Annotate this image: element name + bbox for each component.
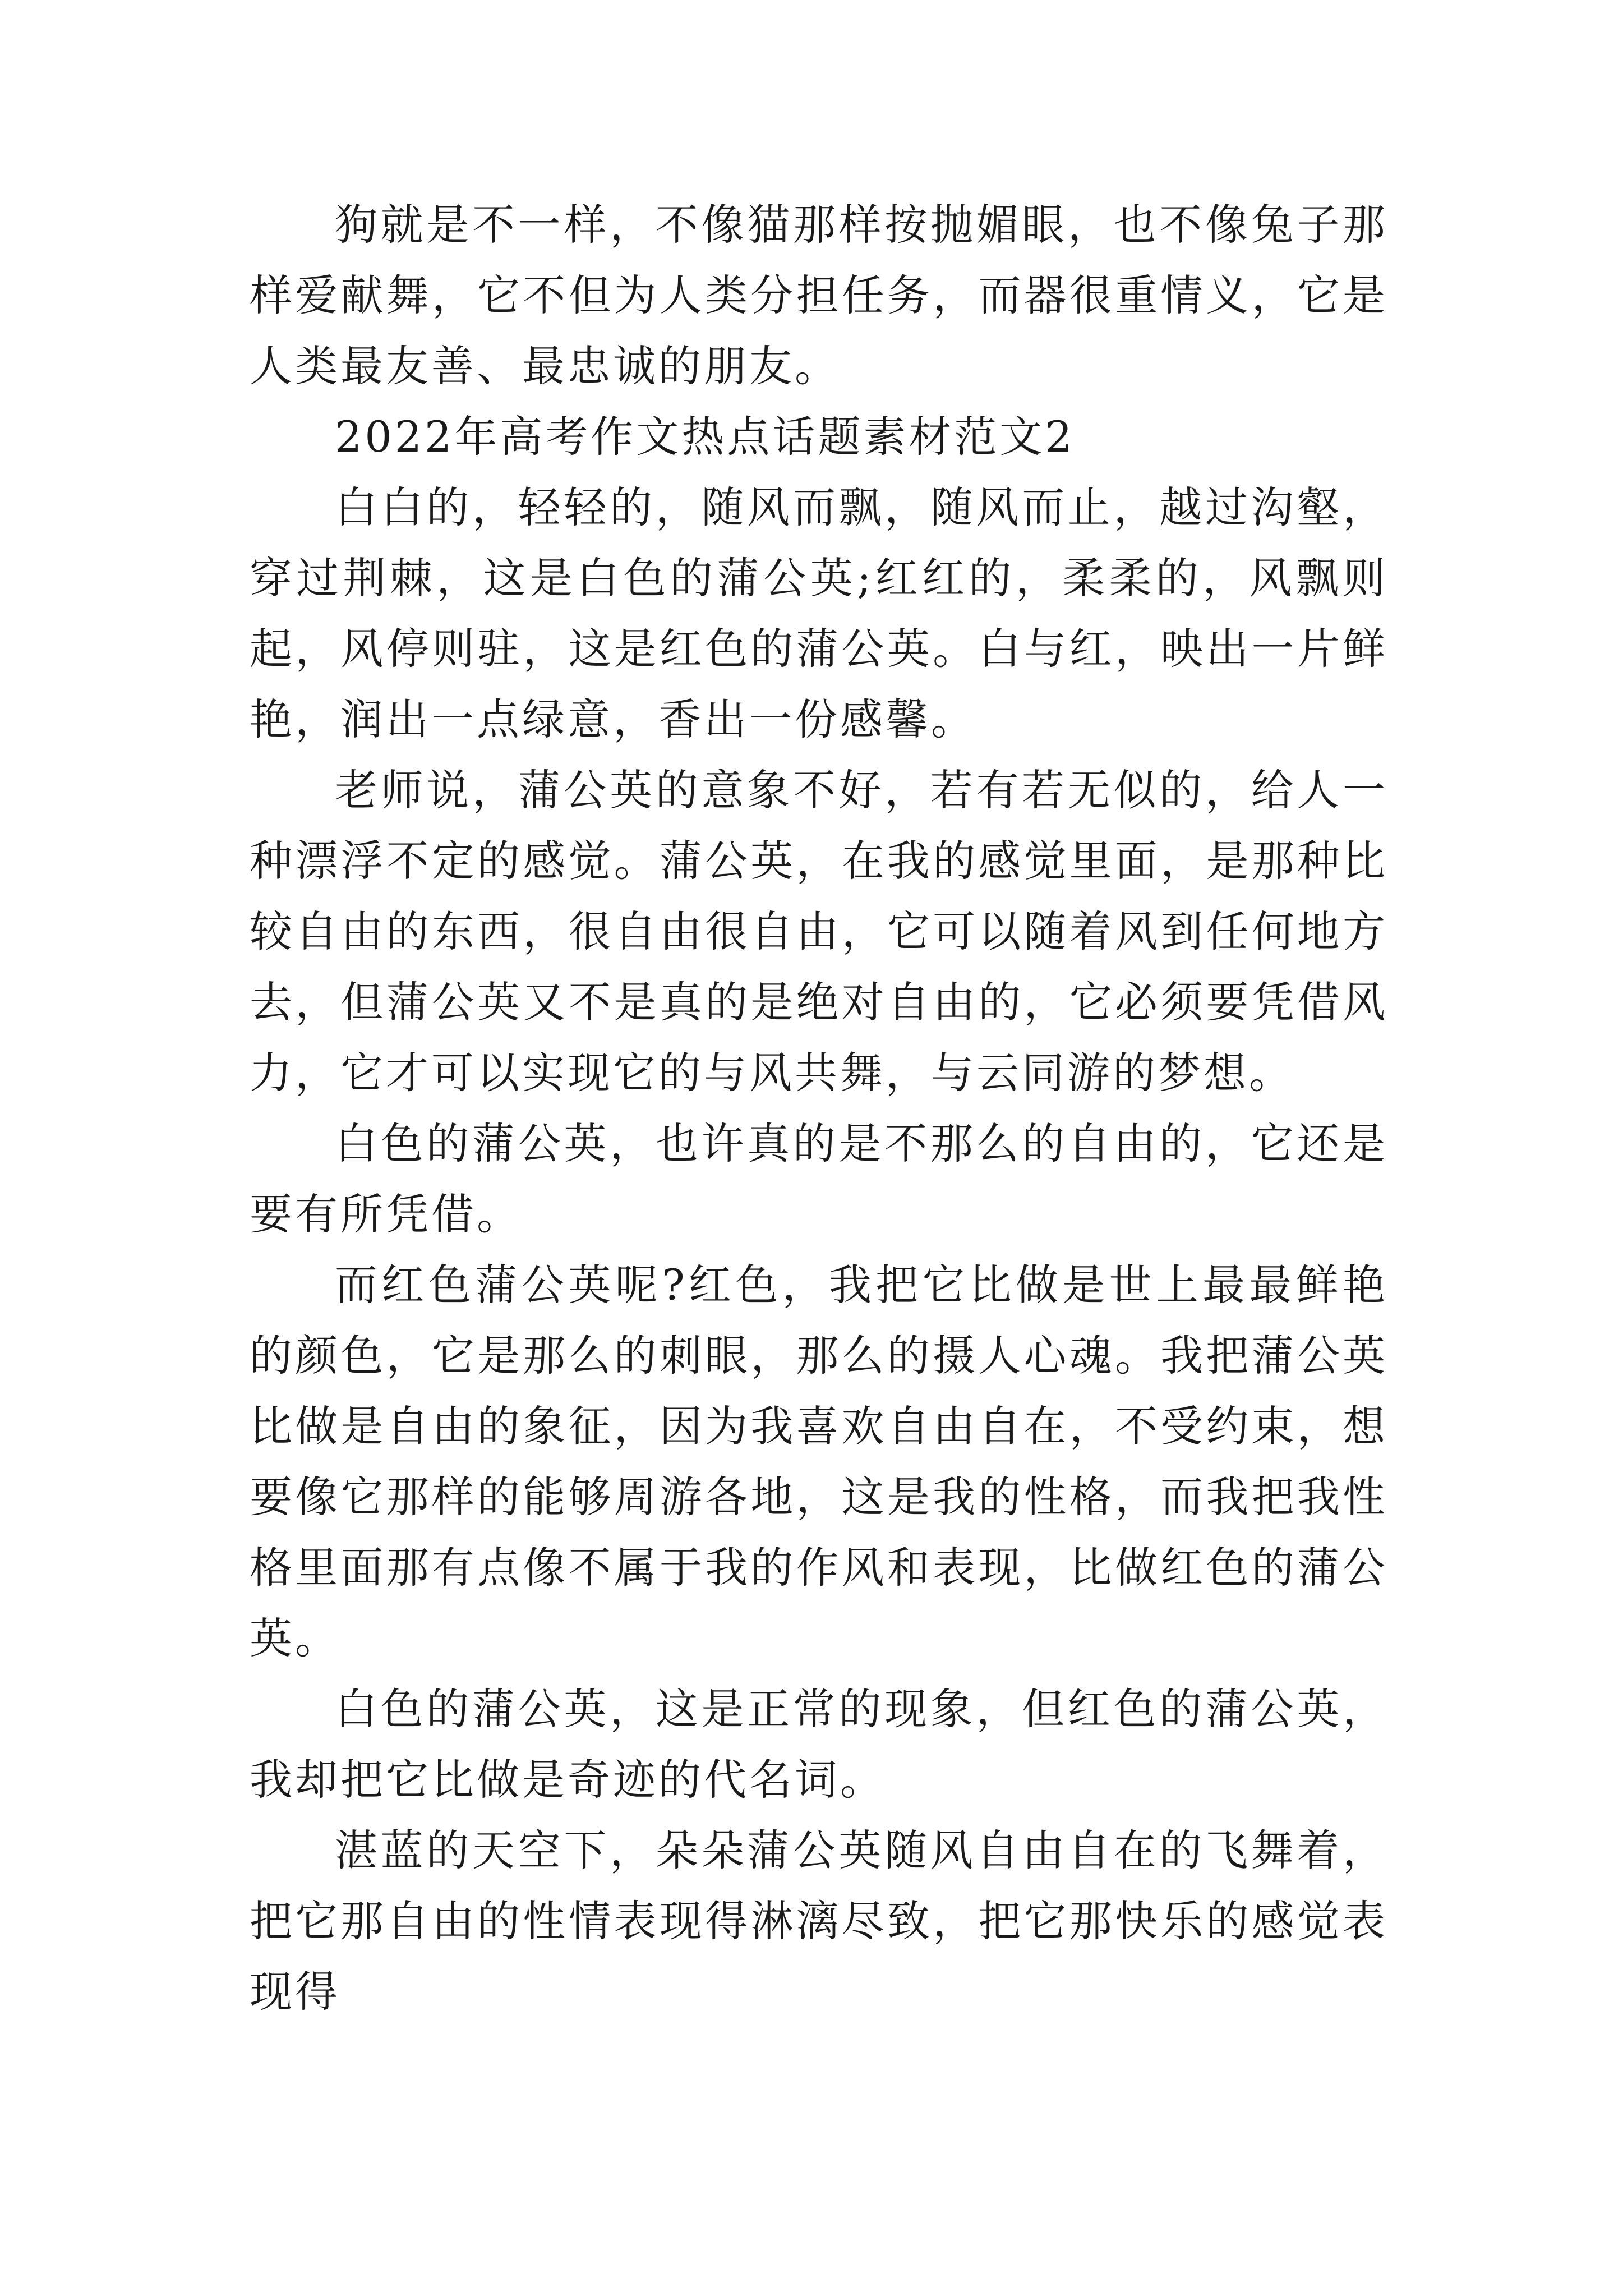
paragraph: 白色的蒲公英，也许真的是不那么的自由的，它还是要有所凭借。 <box>250 1119 1388 1239</box>
document-body <box>250 190 1388 2027</box>
paragraph: 狗就是不一样，不像猫那样按抛媚眼，也不像兔子那样爱献舞，它不但为人类分担任务，而器很重情义，它是人类最友善、最忠诚的朋友。 <box>250 200 1388 391</box>
paragraph: 而红色蒲公英呢?红色，我把它比做是世上最最鲜艳的颜色，它是那么的刺眼，那么的摄人心魂。我把蒲公英比做是自由的象征，因为我喜欢自由自在，不受约束，想要像它那样的能够周游各地，这是我的性格，而我把我性格里面那有点像不属于我的作风和表现，比做红色的蒲公英。 <box>250 1260 1388 1663</box>
paragraph: 白色的蒲公英，这是正常的现象，但红色的蒲公英，我却把它比做是奇迹的代名词。 <box>250 1684 1388 1805</box>
paragraph: 白白的，轻轻的，随风而飘，随风而止，越过沟壑，穿过荆棘，这是白色的蒲公英;红红的，柔柔的，风飘则起，风停则驻，这是红色的蒲公英。白与红，映出一片鲜艳，润出一点绿意，香出一份感馨。 <box>250 482 1388 744</box>
section-heading: 2022年高考作文热点话题素材范文2 <box>335 412 1075 462</box>
paragraph: 湛蓝的天空下，朵朵蒲公英随风自由自在的飞舞着，把它那自由的性情表现得淋漓尽致，把它那快乐的感觉表现得 <box>250 1825 1388 2017</box>
paragraph: 老师说，蒲公英的意象不好，若有若无似的，给人一种漂浮不定的感觉。蒲公英，在我的感觉里面，是那种比较自由的东西，很自由很自由，它可以随着风到任何地方去，但蒲公英又不是真的是绝对自由的，它必须要凭借风力，它才可以实现它的与风共舞，与云同游的梦想。 <box>250 765 1388 1098</box>
